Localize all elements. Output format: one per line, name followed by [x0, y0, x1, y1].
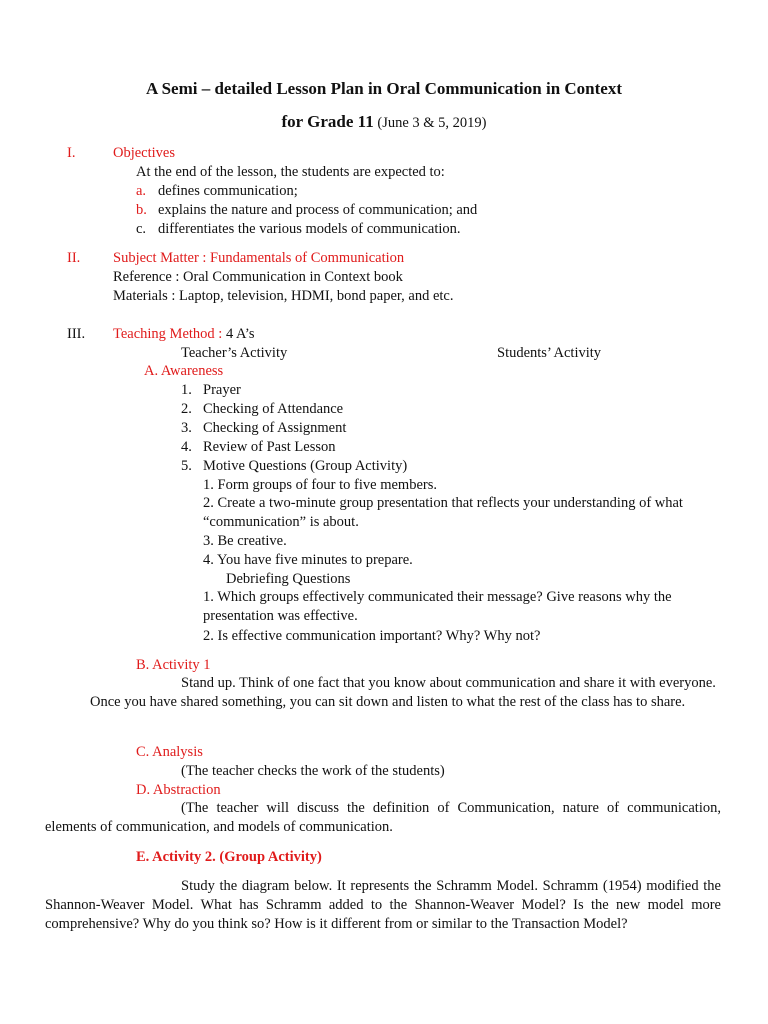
lesson-date: (June 3 & 5, 2019)	[377, 115, 487, 131]
abstraction-heading: D. Abstraction	[136, 782, 221, 798]
objectives-intro: At the end of the lesson, the students are expected to:	[136, 164, 445, 180]
debriefing-heading: Debriefing Questions	[226, 571, 351, 587]
motive-question-1: 1. Form groups of four to five members.	[203, 477, 437, 493]
method-heading: Teaching Method :	[113, 326, 223, 342]
motive-question-3: 3. Be creative.	[203, 533, 287, 549]
subject-reference: Reference : Oral Communication in Context book	[113, 269, 403, 285]
awareness-num-4: 4.	[181, 439, 192, 455]
activity1-heading: B. Activity 1	[136, 657, 211, 673]
awareness-item-5: Motive Questions (Group Activity)	[203, 458, 408, 474]
objective-letter-a: a.	[136, 183, 147, 199]
awareness-item-3: Checking of Assignment	[203, 420, 347, 436]
objective-item-b: explains the nature and process of communication; and	[158, 202, 478, 218]
page-title: A Semi – detailed Lesson Plan in Oral Communication in Context	[145, 79, 623, 98]
awareness-item-2: Checking of Attendance	[203, 401, 344, 417]
subject-heading: Subject Matter : Fundamentals of Communication	[113, 250, 405, 266]
objective-item-c: differentiates the various models of communication.	[158, 221, 461, 237]
method-line	[113, 325, 255, 343]
grade-label: for Grade 11	[281, 112, 374, 131]
debriefing-question-2: 2. Is effective communication important? Why? Why not?	[203, 628, 541, 644]
objectives-numeral: I.	[67, 145, 76, 161]
objective-item-a: defines communication;	[158, 183, 298, 199]
motive-question-4: 4. You have five minutes to prepare.	[203, 552, 413, 568]
analysis-heading: C. Analysis	[136, 744, 203, 760]
activity2-heading: E. Activity 2. (Group Activity)	[136, 849, 322, 865]
awareness-item-1: Prayer	[203, 382, 241, 398]
awareness-item-4: Review of Past Lesson	[203, 439, 336, 455]
teacher-activity-header: Teacher’s Activity	[181, 345, 288, 361]
analysis-text: (The teacher checks the work of the students)	[181, 763, 445, 779]
awareness-num-2: 2.	[181, 401, 192, 417]
awareness-num-1: 1.	[181, 382, 192, 398]
subject-numeral: II.	[67, 250, 81, 266]
students-activity-header: Students’ Activity	[497, 345, 602, 361]
awareness-num-5: 5.	[181, 458, 192, 474]
method-numeral: III.	[67, 326, 86, 342]
debriefing-question-1: 1. Which groups effectively communicated their message? Give reasons why the presentation was effective.	[203, 589, 672, 624]
activity1-text: Stand up. Think of one fact that you know about communication and share it with everyone. Once you have shared something, you can sit down and listen to what the rest of the class has to share.	[90, 675, 716, 710]
page-subtitle	[0, 113, 768, 132]
motive-question-2: 2. Create a two-minute group presentation that reflects your understanding of what “communication” is about.	[203, 495, 683, 530]
method-value: 4 A’s	[222, 326, 255, 342]
awareness-heading: A. Awareness	[144, 363, 224, 379]
abstraction-text: (The teacher will discuss the definition of Communication, nature of communication, elements of communication, and models of communication.	[45, 800, 721, 835]
objectives-heading: Objectives	[113, 145, 176, 161]
subject-materials: Materials : Laptop, television, HDMI, bond paper, and etc.	[113, 288, 454, 304]
objective-letter-c: c.	[136, 221, 147, 237]
objective-letter-b: b.	[136, 202, 147, 218]
awareness-num-3: 3.	[181, 420, 192, 436]
activity2-text: Study the diagram below. It represents the Schramm Model. Schramm (1954) modified the Shannon-Weaver Model. What has Schramm added to the Shannon-Weaver Model? Is the new model more comprehensive? Why do you think so? How is it different from or similar to the Transaction Model?	[45, 878, 721, 932]
